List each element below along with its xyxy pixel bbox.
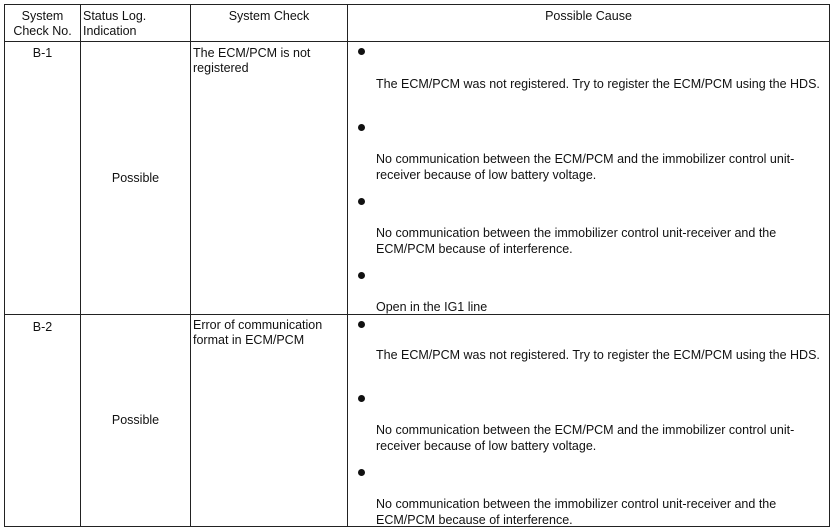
column-divider — [347, 4, 348, 527]
possible-cause-item: No communication between the immobilizer control unit-receiver and the ECM/PCM because of interference. — [376, 497, 777, 527]
bullet-icon — [358, 395, 365, 402]
possible-cause-item: No communication between the immobilizer control unit-receiver and the ECM/PCM because of interference. — [376, 226, 777, 256]
possible-cause-item: Open in the IG1 line — [376, 300, 488, 314]
bullet-icon — [358, 124, 365, 131]
possible-cause-item: The ECM/PCM was not registered. Try to register the ECM/PCM using the HDS. — [376, 348, 820, 362]
bullet-icon — [358, 321, 365, 328]
bullet-icon — [358, 469, 365, 476]
header-check-no: System Check No. — [13, 9, 72, 38]
column-divider — [190, 4, 191, 527]
header-status-log: Status Log. Indication — [83, 9, 147, 38]
check-number: B-2 — [32, 320, 53, 334]
possible-cause-item: No communication between the ECM/PCM and the immobilizer control unit-receiver because of low battery voltage. — [376, 423, 795, 453]
bullet-icon — [358, 272, 365, 279]
bullet-icon — [358, 48, 365, 55]
header-divider — [4, 41, 830, 42]
status-indication: Possible — [111, 413, 160, 427]
status-indication: Possible — [111, 171, 160, 185]
possible-cause-item: No communication between the ECM/PCM and the immobilizer control unit-receiver because of low battery voltage. — [376, 152, 795, 182]
system-check-text: Error of communication format in ECM/PCM — [193, 318, 323, 347]
header-system-check: System Check — [228, 9, 310, 23]
bullet-icon — [358, 198, 365, 205]
column-divider — [80, 4, 81, 527]
header-possible-cause: Possible Cause — [545, 9, 632, 23]
check-number: B-1 — [32, 46, 53, 60]
possible-cause-item: The ECM/PCM was not registered. Try to register the ECM/PCM using the HDS. — [376, 77, 820, 91]
system-check-text: The ECM/PCM is not registered — [193, 46, 311, 75]
